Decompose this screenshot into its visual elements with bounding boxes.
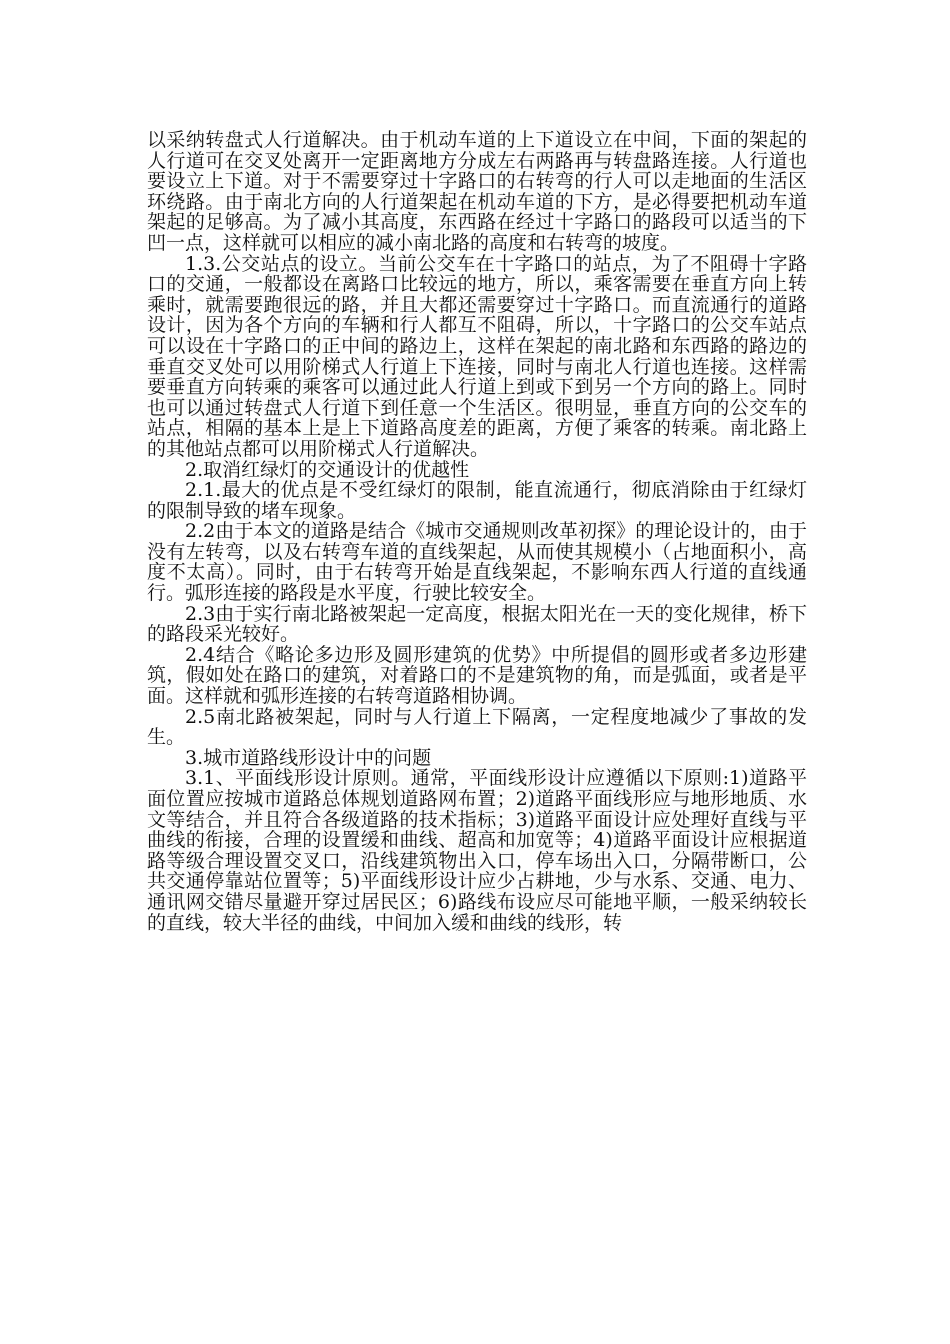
document-body	[147, 130, 807, 933]
paragraph: 1.3.公交站点的设立。当前公交车在十字路口的站点，为了不阻碍十字路口的交通，一般都设在离路口比较远的地方，所以，乘客需要在垂直方向上转乘时，就需要跑很远的路，并且大都还需要穿过十字路口。而直流通行的道路设计，因为各个方向的车辆和行人都互不阻碍，所以，十字路口的公交车站点可以设在十字路口的正中间的路边上，这样在架起的南北路和东西路的路边的垂直交叉处可以用阶梯式人行道上下连接，同时与南北人行道也连接。这样需要垂直方向转乘的乘客可以通过此人行道上到或下到另一个方向的路上。同时也可以通过转盘式人行道下到任意一个生活区。很明显，垂直方向的公交车的站点，相隔的基本上是上下道路高度差的距离，方便了乘客的转乘。南北路上的其他站点都可以用阶梯式人行道解决。	[147, 252, 807, 460]
paragraph: 2.3由于实行南北路被架起一定高度，根据太阳光在一天的变化规律，桥下的路段采光较好。	[147, 602, 807, 646]
paragraph: 2.1.最大的优点是不受红绿灯的限制，能直流通行，彻底消除由于红绿灯的限制导致的堵车现象。	[147, 479, 807, 522]
section-heading: 3.城市道路线形设计中的问题	[185, 746, 432, 769]
paragraph: 以采纳转盘式人行道解决。由于机动车道的上下道设立在中间，下面的架起的人行道可在交叉处离开一定距离地方分成左右两路再与转盘路连接。人行道也要设立上下道。对于不需要穿过十字路口的右转弯的行人可以走地面的生活区环绕路。由于南北方向的人行道架起在机动车道的下方，是必得要把机动车道架起的足够高。为了减小其高度，东西路在经过十字路口的路段可以适当的下凹一点，这样就可以相应的减小南北路的高度和右转弯的坡度。	[147, 129, 807, 254]
section-heading: 2.取消红绿灯的交通设计的优越性	[185, 458, 470, 481]
paragraph: 2.2由于本文的道路是结合《城市交通规则改革初探》的理论设计的，由于没有左转弯，以及右转弯车道的直线架起，从而使其规模小（占地面积小，高度不太高）。同时，由于右转弯开始是直线架起，不影响东西人行道的直线通行。弧形连接的路段是水平度，行驶比较安全。	[147, 520, 807, 605]
paragraph: 3.1、平面线形设计原则。通常，平面线形设计应遵循以下原则:1)道路平面位置应按城市道路总体规划道路网布置；2)道路平面线形应与地形地质、水文等结合，并且符合各级道路的技术指标；3)道路平面设计应处理好直线与平曲线的衔接，合理的设置缓和曲线、超高和加宽等；4)道路平面设计应根据道路等级合理设置交叉口，沿线建筑物出入口，停车场出入口，分隔带断口，公共交通停靠站位置等；5)平面线形设计应少占耕地，少与水系、交通、电力、通讯网交错尽量避开穿过居民区；6)路线布设应尽可能地平顺，一般采纳较长的直线，较大半径的曲线，中间加入缓和曲线的线形，转	[147, 767, 807, 934]
paragraph: 2.5南北路被架起，同时与人行道上下隔离，一定程度地减少了事故的发生。	[147, 705, 807, 749]
paragraph: 2.4结合《略论多边形及圆形建筑的优势》中所提倡的圆形或者多边形建筑，假如处在路口的建筑，对着路口的不是建筑物的角，而是弧面，或者是平面。这样就和弧形连接的右转弯道路相协调。	[147, 643, 807, 708]
